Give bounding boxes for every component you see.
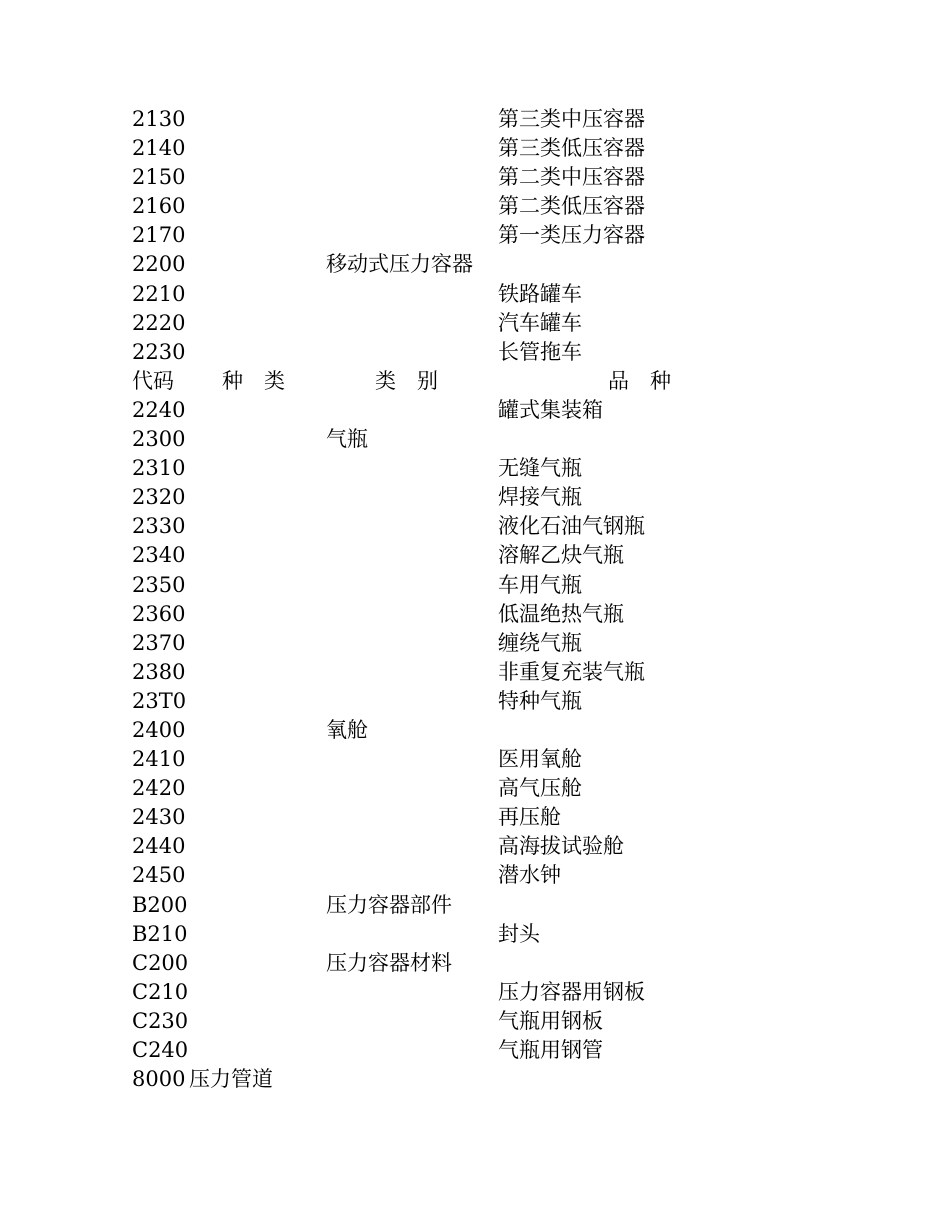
- row-code: C230: [132, 1008, 189, 1033]
- table-row: [132, 832, 732, 861]
- row-code: 2200: [132, 252, 186, 277]
- table-row: [132, 629, 732, 658]
- row-variety: 压力容器用钢板: [498, 979, 645, 1004]
- row-code: B210: [132, 921, 188, 946]
- row-category: 氧舱: [326, 717, 368, 742]
- table-row: [132, 338, 732, 367]
- row-code: 2210: [132, 281, 186, 306]
- row-code: 2220: [132, 310, 186, 335]
- table-row: [132, 309, 732, 338]
- table-row: [132, 280, 732, 309]
- header-category: 类 别: [375, 368, 438, 393]
- row-code: 2400: [132, 717, 186, 742]
- table-row: [132, 861, 732, 890]
- table-row: [132, 600, 732, 629]
- row-variety: 医用氧舱: [498, 747, 582, 772]
- row-code: 2160: [132, 194, 186, 219]
- row-variety: 第二类低压容器: [498, 194, 645, 219]
- row-code: 2230: [132, 339, 186, 364]
- code-table: [132, 105, 732, 1094]
- row-variety: 罐式集装箱: [498, 397, 603, 422]
- row-variety: 非重复充装气瓶: [498, 659, 645, 684]
- row-variety: 第三类中压容器: [498, 107, 645, 131]
- row-code: 2300: [132, 427, 186, 452]
- table-row: [132, 687, 732, 716]
- row-variety: 气瓶用钢管: [498, 1038, 603, 1062]
- row-variety: 车用气瓶: [498, 572, 582, 597]
- row-code: C200: [132, 950, 189, 975]
- row-variety: 液化石油气钢瓶: [498, 514, 645, 539]
- table-row: [132, 1036, 732, 1065]
- row-code: 2140: [132, 136, 186, 161]
- table-row: [132, 1007, 732, 1036]
- row-code: 2410: [132, 747, 186, 772]
- row-category: 移动式压力容器: [326, 252, 473, 277]
- row-variety: 封头: [498, 921, 540, 946]
- row-variety: 汽车罐车: [498, 310, 582, 335]
- row-code: 2130: [132, 107, 186, 131]
- table-row: [132, 920, 732, 949]
- table-row: [132, 396, 732, 425]
- row-code: 8000: [132, 1067, 186, 1092]
- table-row: [132, 105, 732, 134]
- table-row: [132, 163, 732, 192]
- table-row: [132, 716, 732, 745]
- row-variety: 无缝气瓶: [498, 456, 582, 481]
- table-row: [132, 250, 732, 279]
- row-code: B200: [132, 892, 188, 917]
- row-variety: 溶解乙炔气瓶: [498, 543, 624, 568]
- row-category: 气瓶: [326, 427, 368, 452]
- table-row: [132, 803, 732, 832]
- table-header-row: [132, 367, 732, 396]
- row-code: 2170: [132, 223, 186, 248]
- row-variety: 再压舱: [498, 805, 561, 830]
- table-row: [132, 483, 732, 512]
- row-variety: 长管拖车: [498, 339, 582, 364]
- row-code: C240: [132, 1038, 189, 1062]
- table-row: [132, 192, 732, 221]
- row-code: C210: [132, 979, 189, 1004]
- row-category: 压力容器部件: [326, 892, 452, 917]
- table-row: [132, 221, 732, 250]
- row-code: 2240: [132, 397, 186, 422]
- row-code: 2150: [132, 165, 186, 190]
- row-variety: 第二类中压容器: [498, 165, 645, 190]
- row-code: 2380: [132, 659, 186, 684]
- table-row: [132, 978, 732, 1007]
- table-row: [132, 774, 732, 803]
- row-variety: 缠绕气瓶: [498, 630, 582, 655]
- table-row: [132, 1065, 732, 1094]
- row-variety: 潜水钟: [498, 863, 561, 888]
- table-row: [132, 571, 732, 600]
- header-code: 代码: [132, 368, 174, 393]
- table-row: [132, 891, 732, 920]
- row-variety: 焊接气瓶: [498, 485, 582, 510]
- row-variety: 高海拔试验舱: [498, 834, 624, 859]
- header-kind: 种 类: [222, 368, 285, 393]
- row-variety: 特种气瓶: [498, 688, 582, 713]
- table-row: [132, 745, 732, 774]
- row-code: 2350: [132, 572, 186, 597]
- row-code: 2340: [132, 543, 186, 568]
- table-row: [132, 541, 732, 570]
- row-variety: 低温绝热气瓶: [498, 601, 624, 626]
- table-row: [132, 512, 732, 541]
- row-code: 2420: [132, 776, 186, 801]
- row-kind: 压力管道: [189, 1067, 273, 1092]
- table-row: [132, 658, 732, 687]
- row-code: 2370: [132, 630, 186, 655]
- row-variety: 气瓶用钢板: [498, 1008, 603, 1033]
- row-category: 压力容器材料: [326, 950, 452, 975]
- row-code: 2320: [132, 485, 186, 510]
- table-row: [132, 425, 732, 454]
- row-variety: 铁路罐车: [498, 281, 582, 306]
- table-row: [132, 949, 732, 978]
- table-row: [132, 134, 732, 163]
- row-code: 2310: [132, 456, 186, 481]
- row-variety: 第三类低压容器: [498, 136, 645, 161]
- row-code: 2450: [132, 863, 186, 888]
- row-code: 2330: [132, 514, 186, 539]
- row-code: 2360: [132, 601, 186, 626]
- row-code: 23T0: [132, 688, 187, 713]
- row-code: 2440: [132, 834, 186, 859]
- header-variety: 品 种: [608, 368, 671, 393]
- row-variety: 第一类压力容器: [498, 223, 645, 248]
- table-row: [132, 454, 732, 483]
- row-variety: 高气压舱: [498, 776, 582, 801]
- row-code: 2430: [132, 805, 186, 830]
